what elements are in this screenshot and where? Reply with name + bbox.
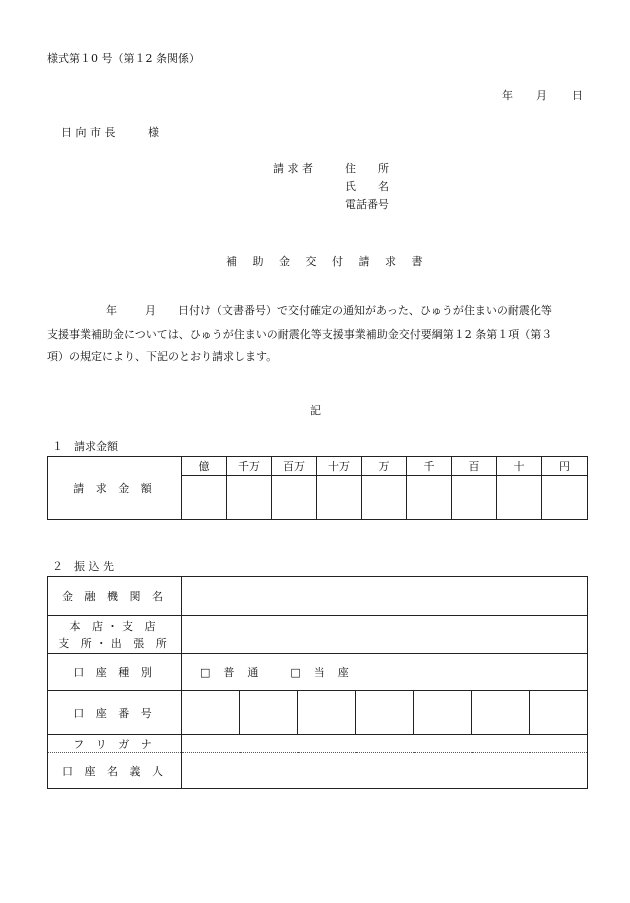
addressee-name: 日 向 市 長 [61,126,116,139]
date-year: 年 [502,89,513,102]
amount-table [47,456,588,520]
section1-heading: １ 請求金額 [52,440,118,453]
amount-cell[interactable] [542,476,588,520]
bank-name-label: 金 融 機 関 名 [48,577,182,616]
branch-label-line-2: 支 所・出 張 所 [58,636,171,650]
form-number: 様式第１0 号（第１2 条関係） [47,52,200,65]
furigana-field[interactable] [182,735,588,753]
branch-label-line-1: 本 店・支 店 [69,619,160,633]
amount-cell[interactable] [227,476,272,520]
unit-sen: 千 [407,457,452,476]
body-month: 月 [145,304,156,317]
transfer-table [47,576,588,789]
phone-label: 電話番号 [345,198,389,211]
branch-field[interactable] [182,616,588,654]
unit-juman: 十万 [317,457,362,476]
furigana-label: フ リ ガ ナ [48,735,182,753]
amount-cell[interactable] [452,476,497,520]
date-day: 日 [572,89,583,102]
account-number-cell[interactable] [472,691,530,735]
amount-cell[interactable] [362,476,407,520]
account-holder-label: 口 座 名 義 人 [48,753,182,789]
account-number-label: 口 座 番 号 [48,691,182,735]
account-type-options [182,654,588,691]
unit-man: 万 [362,457,407,476]
section2-heading: ２ 振 込 先 [52,560,114,573]
body-year: 年 [106,304,117,317]
body-line-2: 支援事業補助金については、ひゅうが住まいの耐震化等支援事業補助金交付要綱第１2 条第１項（第３ [47,328,553,341]
amount-cell[interactable] [407,476,452,520]
amount-cell[interactable] [317,476,362,520]
address-label: 住 所 [345,162,389,175]
ki-marker: 記 [310,404,321,417]
account-number-cell[interactable] [182,691,240,735]
branch-label [48,616,182,654]
option-futsu[interactable]: □ 普 通 [200,666,260,679]
unit-senman: 千万 [227,457,272,476]
amount-row-label: 請 求 金 額 [48,457,182,520]
amount-cell[interactable] [272,476,317,520]
account-number-cell[interactable] [356,691,414,735]
body-line-3: 項）の規定により、下記のとおり請求します。 [47,350,278,363]
amount-cell[interactable] [182,476,227,520]
date-month: 月 [536,89,547,102]
unit-ju: 十 [497,457,542,476]
account-type-label: 口 座 種 別 [48,654,182,691]
option-toza[interactable]: □ 当 座 [290,666,350,679]
account-number-cell[interactable] [298,691,356,735]
unit-oku: 億 [182,457,227,476]
requester-label: 請 求 者 [273,162,313,175]
document-title: 補 助 金 交 付 請 求 書 [226,255,429,268]
unit-hyakuman: 百万 [272,457,317,476]
account-number-cell[interactable] [414,691,472,735]
bank-name-field[interactable] [182,577,588,616]
account-number-cell[interactable] [240,691,298,735]
body-line-1: 日付け（文書番号）で交付確定の通知があった、ひゅうが住まいの耐震化等 [178,304,552,317]
addressee-honorific: 様 [148,126,159,139]
account-holder-field[interactable] [182,753,588,789]
account-number-cell[interactable] [530,691,588,735]
unit-hyaku: 百 [452,457,497,476]
unit-en: 円 [542,457,588,476]
name-label: 氏 名 [345,180,389,193]
amount-cell[interactable] [497,476,542,520]
